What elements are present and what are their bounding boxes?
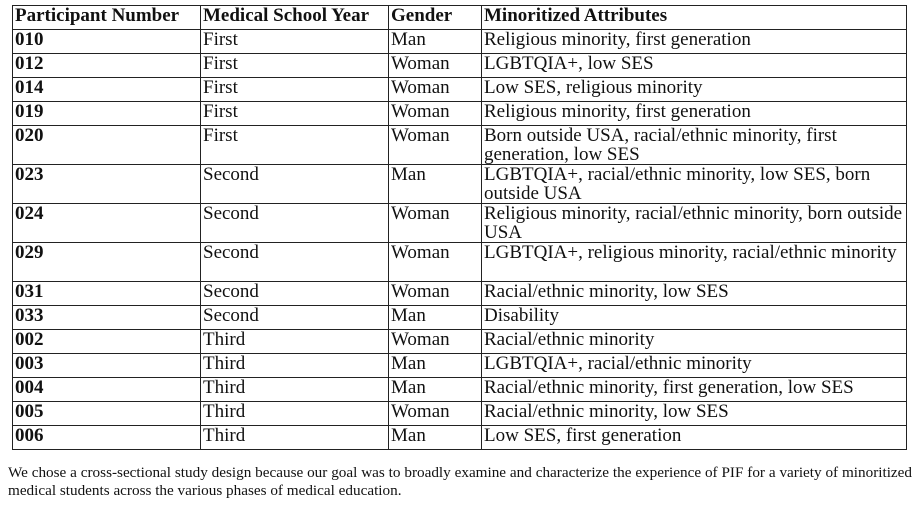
participant-number-cell: 004: [13, 378, 201, 402]
header-gender: Gender: [389, 6, 482, 30]
participant-number-cell: 024: [13, 204, 201, 243]
table-row: [13, 306, 907, 330]
gender-cell: Woman: [389, 243, 482, 282]
participant-number-cell: 006: [13, 426, 201, 450]
medical-school-year-cell: First: [201, 102, 389, 126]
minoritized-attributes-cell: LGBTQIA+, racial/ethnic minority, low SES, born outside USA: [482, 165, 907, 204]
medical-school-year-cell: First: [201, 30, 389, 54]
table-row: [13, 126, 907, 165]
table-row: [13, 426, 907, 450]
table-row: [13, 30, 907, 54]
gender-cell: Woman: [389, 330, 482, 354]
participant-number-cell: 029: [13, 243, 201, 282]
participant-number-cell: 033: [13, 306, 201, 330]
table-row: [13, 78, 907, 102]
gender-cell: Woman: [389, 204, 482, 243]
participant-number-cell: 019: [13, 102, 201, 126]
minoritized-attributes-cell: Born outside USA, racial/ethnic minority, first generation, low SES: [482, 126, 907, 165]
table-body: [13, 30, 907, 450]
gender-cell: Man: [389, 306, 482, 330]
medical-school-year-cell: First: [201, 78, 389, 102]
minoritized-attributes-cell: Racial/ethnic minority, low SES: [482, 402, 907, 426]
medical-school-year-cell: Second: [201, 243, 389, 282]
table-row: [13, 402, 907, 426]
minoritized-attributes-cell: Religious minority, racial/ethnic minority, born outside USA: [482, 204, 907, 243]
minoritized-attributes-cell: Religious minority, first generation: [482, 30, 907, 54]
participant-number-cell: 003: [13, 354, 201, 378]
table-row: [13, 243, 907, 282]
participant-number-cell: 014: [13, 78, 201, 102]
medical-school-year-cell: First: [201, 126, 389, 165]
participant-number-cell: 002: [13, 330, 201, 354]
medical-school-year-cell: First: [201, 54, 389, 78]
medical-school-year-cell: Second: [201, 306, 389, 330]
header-medical-school-year: Medical School Year: [201, 6, 389, 30]
medical-school-year-cell: Third: [201, 354, 389, 378]
gender-cell: Woman: [389, 102, 482, 126]
header-minoritized-attributes: Minoritized Attributes: [482, 6, 907, 30]
participants-table: [12, 5, 907, 450]
footer-paragraph: We chose a cross-sectional study design because our goal was to broadly examine and characterize the experience of PIF for a variety of minoritized medical students across the various phases of medical education.: [8, 464, 912, 499]
table-header-row: [13, 6, 907, 30]
gender-cell: Man: [389, 30, 482, 54]
gender-cell: Woman: [389, 54, 482, 78]
minoritized-attributes-cell: Racial/ethnic minority: [482, 330, 907, 354]
medical-school-year-cell: Second: [201, 165, 389, 204]
minoritized-attributes-cell: Disability: [482, 306, 907, 330]
table-row: [13, 330, 907, 354]
participant-number-cell: 020: [13, 126, 201, 165]
participant-number-cell: 031: [13, 282, 201, 306]
minoritized-attributes-cell: LGBTQIA+, racial/ethnic minority: [482, 354, 907, 378]
table-row: [13, 165, 907, 204]
table-row: [13, 282, 907, 306]
table-row: [13, 102, 907, 126]
gender-cell: Woman: [389, 78, 482, 102]
minoritized-attributes-cell: Religious minority, first generation: [482, 102, 907, 126]
table-row: [13, 54, 907, 78]
medical-school-year-cell: Third: [201, 378, 389, 402]
participant-number-cell: 012: [13, 54, 201, 78]
minoritized-attributes-cell: LGBTQIA+, religious minority, racial/ethnic minority: [482, 243, 907, 282]
minoritized-attributes-cell: LGBTQIA+, low SES: [482, 54, 907, 78]
medical-school-year-cell: Third: [201, 330, 389, 354]
gender-cell: Man: [389, 378, 482, 402]
table-row: [13, 204, 907, 243]
gender-cell: Man: [389, 426, 482, 450]
minoritized-attributes-cell: Low SES, first generation: [482, 426, 907, 450]
medical-school-year-cell: Second: [201, 204, 389, 243]
medical-school-year-cell: Third: [201, 426, 389, 450]
minoritized-attributes-cell: Racial/ethnic minority, low SES: [482, 282, 907, 306]
table-row: [13, 378, 907, 402]
participant-number-cell: 005: [13, 402, 201, 426]
header-participant-number: Participant Number: [13, 6, 201, 30]
participant-number-cell: 023: [13, 165, 201, 204]
gender-cell: Woman: [389, 126, 482, 165]
participant-number-cell: 010: [13, 30, 201, 54]
gender-cell: Woman: [389, 282, 482, 306]
table-row: [13, 354, 907, 378]
gender-cell: Woman: [389, 402, 482, 426]
gender-cell: Man: [389, 165, 482, 204]
minoritized-attributes-cell: Racial/ethnic minority, first generation, low SES: [482, 378, 907, 402]
medical-school-year-cell: Third: [201, 402, 389, 426]
gender-cell: Man: [389, 354, 482, 378]
medical-school-year-cell: Second: [201, 282, 389, 306]
minoritized-attributes-cell: Low SES, religious minority: [482, 78, 907, 102]
